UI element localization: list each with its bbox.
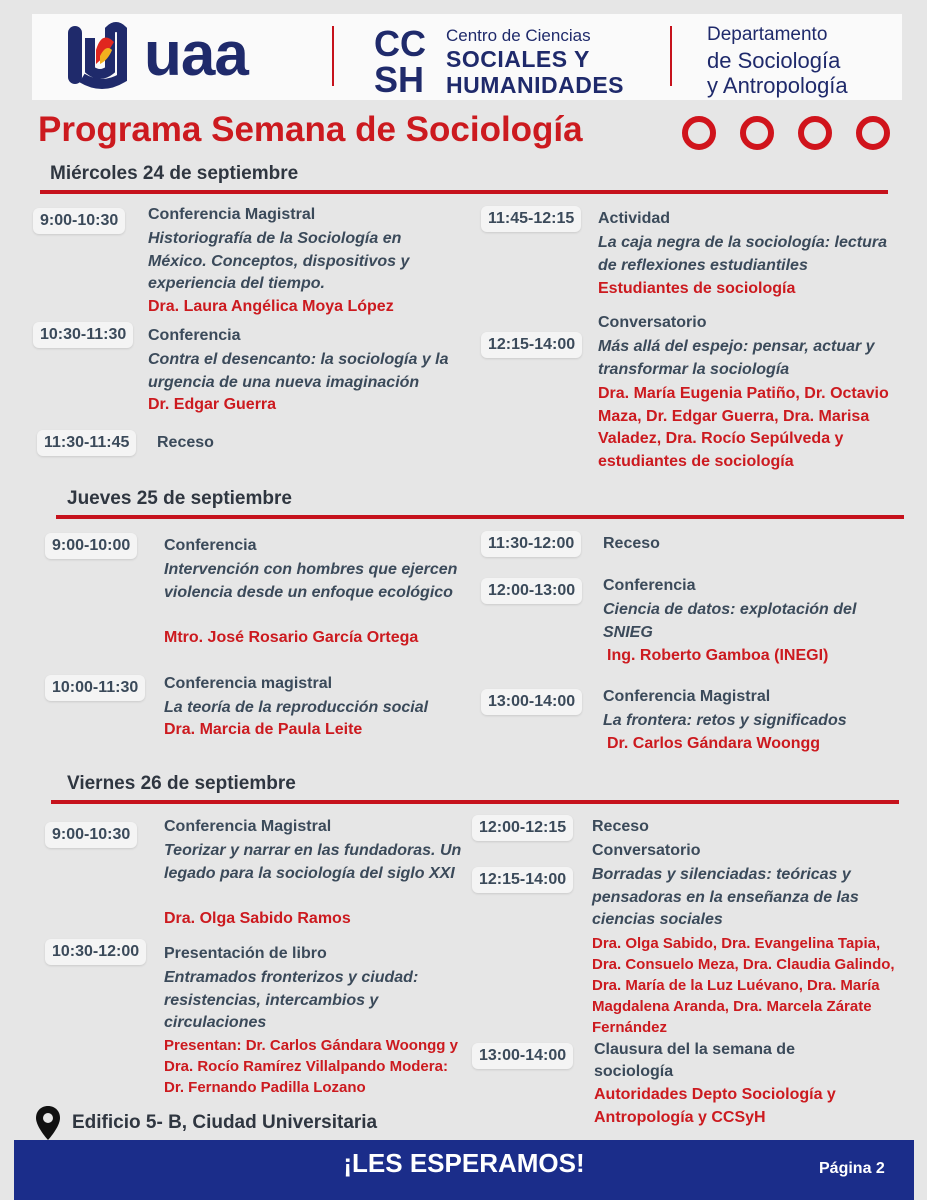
- event-speaker: Dr. Carlos Gándara Woongg: [607, 735, 821, 752]
- day-heading-friday: Viernes 26 de septiembre: [67, 773, 296, 794]
- event-time: 11:45-12:15: [481, 206, 581, 232]
- ccsh-line-3: HUMANIDADES: [446, 72, 624, 98]
- circle-decoration-icon: [798, 116, 832, 150]
- event-speaker: Presentan: Dr. Carlos Gándara Woongg y Dra. Rocío Ramírez Villalpando Modera: Dr. Fernando Padilla Lozano: [164, 1037, 458, 1096]
- header-divider: [670, 26, 672, 86]
- event-speaker: Dra. María Eugenia Patiño, Dr. Octavio Maza, Dr. Edgar Guerra, Dra. Marisa Valadez, Dra. Rocío Sepúlveda y estudiantes de sociología: [598, 385, 889, 470]
- event-speaker: Dra. Olga Sabido Ramos: [164, 910, 351, 927]
- event-type: Conferencia: [603, 577, 696, 594]
- event-time: 11:30-11:45: [37, 430, 136, 456]
- day-heading-thursday: Jueves 25 de septiembre: [67, 488, 292, 509]
- event-time: 9:00-10:00: [45, 533, 137, 559]
- event-type: Conferencia: [148, 327, 241, 344]
- svg-text:CC: CC: [374, 23, 426, 64]
- header-banner: [32, 14, 902, 100]
- ccsh-line-1: Centro de Ciencias: [446, 26, 591, 45]
- uaa-wordmark: uaa: [144, 20, 248, 89]
- uaa-logo-icon: [66, 20, 138, 90]
- event-time: 12:00-13:00: [481, 578, 582, 604]
- event-time: 13:00-14:00: [472, 1043, 573, 1069]
- event-description: Historiografía de la Sociología en México. Conceptos, dispositivos y experiencia del tiempo.: [148, 230, 410, 292]
- event-type: Receso: [592, 818, 649, 835]
- event-speaker: Ing. Roberto Gamboa (INEGI): [607, 647, 829, 664]
- day-divider: [40, 190, 888, 194]
- circle-decoration-icon: [682, 116, 716, 150]
- event-time: 9:00-10:30: [45, 822, 137, 848]
- page-title: Programa Semana de Sociología: [38, 110, 583, 149]
- footer-banner: [14, 1140, 914, 1200]
- circle-decoration-icon: [856, 116, 890, 150]
- event-description: Entramados fronterizos y ciudad: resistencias, intercambios y circulaciones: [164, 969, 419, 1031]
- header-divider: [332, 26, 334, 86]
- event-time: 10:30-12:00: [45, 939, 146, 965]
- dept-line-2: de Sociología: [707, 48, 841, 73]
- event-description: La caja negra de la sociología: lectura de reflexiones estudiantiles: [598, 234, 887, 274]
- event-speaker: Dra. Olga Sabido, Dra. Evangelina Tapia, Dra. Consuelo Meza, Dra. Claudia Galindo, Dra. María de la Luz Luévano, Dra. María Magdalena Aranda, Dra. Marcela Zárate Fernández: [592, 935, 895, 1036]
- event-type: Conferencia: [164, 537, 257, 554]
- day-divider: [56, 515, 904, 519]
- event-time: 10:00-11:30: [45, 675, 145, 701]
- event-time: 11:30-12:00: [481, 531, 581, 557]
- svg-text:SH: SH: [374, 59, 425, 94]
- event-description: Más allá del espejo: pensar, actuar y transformar la sociología: [598, 338, 875, 378]
- day-heading-wednesday: Miércoles 24 de septiembre: [50, 163, 299, 184]
- event-description: La frontera: retos y significados: [603, 712, 847, 729]
- event-type: Conferencia Magistral: [148, 206, 316, 223]
- event-type: Conferencia Magistral: [603, 688, 771, 705]
- event-time: 12:00-12:15: [472, 815, 573, 841]
- event-time: 13:00-14:00: [481, 689, 582, 715]
- event-time: 9:00-10:30: [33, 208, 125, 234]
- event-type: Conversatorio: [592, 842, 701, 859]
- ccsh-logo-icon: [372, 22, 444, 94]
- event-description: Borradas y silenciadas: teóricas y pensadoras en la enseñanza de las ciencias sociales: [592, 866, 859, 928]
- event-type: Presentación de libro: [164, 945, 327, 962]
- dept-line-3: y Antropología: [707, 73, 848, 98]
- footer-message: ¡LES ESPERAMOS!: [343, 1148, 585, 1178]
- event-description: Intervención con hombres que ejercen violencia desde un enfoque ecológico: [164, 561, 458, 601]
- event-speaker: Dra. Marcia de Paula Leite: [164, 721, 363, 738]
- event-type: Actividad: [598, 210, 671, 227]
- event-speaker: Estudiantes de sociología: [598, 280, 796, 297]
- event-type: Conferencia Magistral: [164, 818, 332, 835]
- event-type: Receso: [603, 535, 660, 552]
- event-time: 12:15-14:00: [481, 332, 582, 358]
- event-speaker: Autoridades Depto Sociología y Antropología y CCSyH: [594, 1086, 836, 1126]
- event-description: Ciencia de datos: explotación del SNIEG: [603, 601, 857, 641]
- event-speaker: Dra. Laura Angélica Moya López: [148, 298, 394, 315]
- event-time: 12:15-14:00: [472, 867, 573, 893]
- event-speaker: Dr. Edgar Guerra: [148, 396, 277, 413]
- event-time: 10:30-11:30: [33, 322, 133, 348]
- location-pin-icon: [36, 1106, 60, 1140]
- event-description: Teorizar y narrar en las fundadoras. Un legado para la sociología del siglo XXI: [164, 842, 462, 882]
- event-type: Conversatorio: [598, 314, 707, 331]
- event-speaker: Mtro. José Rosario García Ortega: [164, 629, 419, 646]
- event-description: La teoría de la reproducción social: [164, 699, 429, 716]
- event-location: Edificio 5- B, Ciudad Universitaria: [72, 1112, 378, 1133]
- event-type: Receso: [157, 434, 214, 451]
- circle-decoration-icon: [740, 116, 774, 150]
- page-number: Página 2: [819, 1160, 885, 1177]
- ccsh-line-2: SOCIALES Y: [446, 46, 590, 72]
- dept-line-1: Departamento: [707, 24, 828, 45]
- event-description: Contra el desencanto: la sociología y la urgencia de una nueva imaginación: [148, 351, 449, 391]
- day-divider: [51, 800, 899, 804]
- event-type: Conferencia magistral: [164, 675, 333, 692]
- event-type: Clausura del la semana de sociología: [594, 1041, 795, 1080]
